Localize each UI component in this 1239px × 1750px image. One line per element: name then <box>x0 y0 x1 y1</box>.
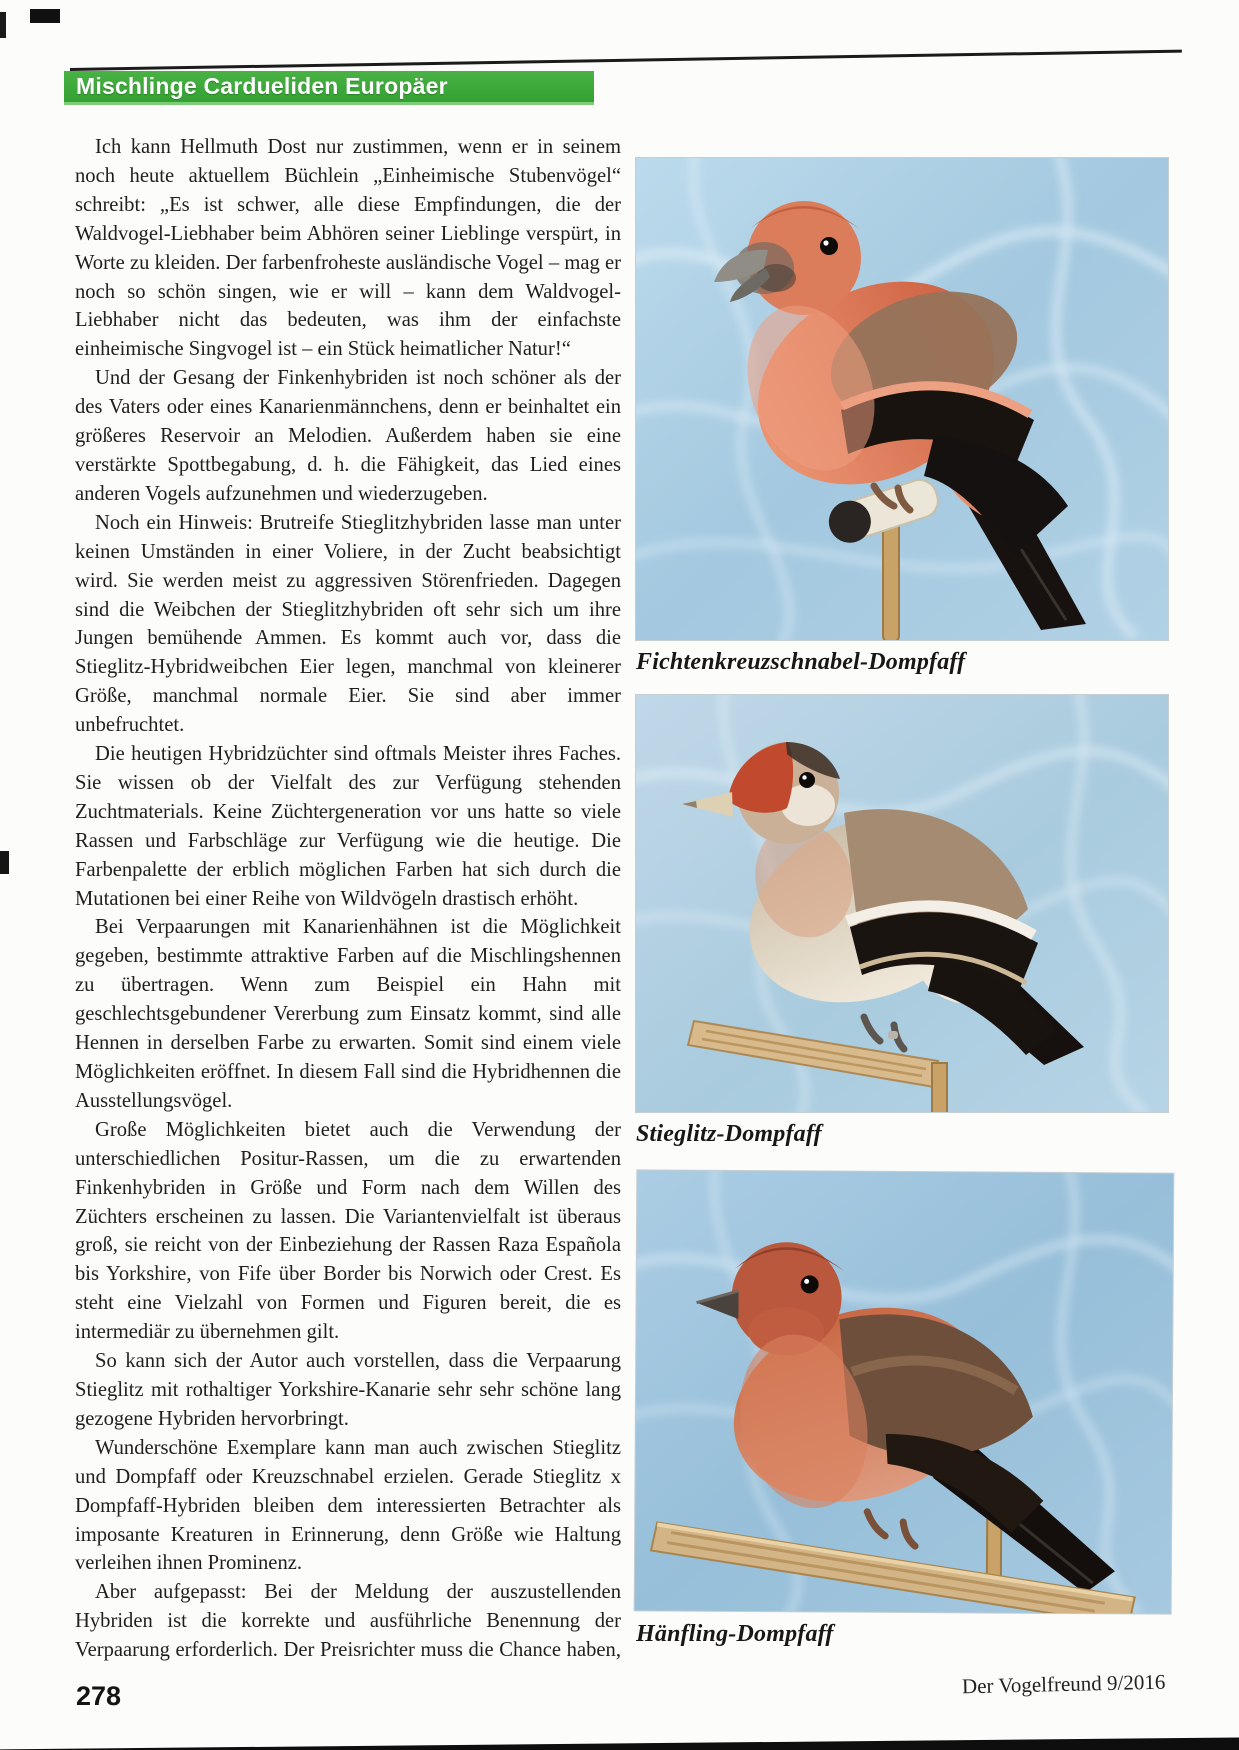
figure-stieglitz-dompfaff <box>636 695 1168 1148</box>
paragraph: Aber aufgepasst: Bei der Meldung der auszustellenden Hybriden ist die korrekte und ausführliche Benennung der Verpaarung erforderlich. Der Preisrichter muss die Chance haben, <box>75 1581 621 1662</box>
bird-photo-3 <box>635 1170 1174 1613</box>
top-horizontal-rule <box>70 50 1182 71</box>
bird-photo-2 <box>636 695 1168 1112</box>
page-number: 278 <box>76 1681 122 1711</box>
figure-fichtenkreuzschnabel-dompfaff <box>636 158 1168 676</box>
figure-caption: Stieglitz-Dompfaff <box>636 1121 822 1147</box>
paragraph: Und der Gesang der Finkenhybriden ist noch schöner als der des Vaters oder eines Kanarienmännchens, denn er beinhaltet ein größeres Reservoir an Melodien. Außerdem haben sie eine verstärkte Spottbegabung, d. h. die Fähigkeit, das Lied eines anderen Vogels aufzunehmen und wiederzugeben. <box>75 367 621 505</box>
figure-caption: Hänfling-Dompfaff <box>636 1621 834 1647</box>
scan-edge-artifact <box>0 1737 1239 1750</box>
scan-mark-top-left <box>30 9 60 23</box>
scan-mark-left-edge <box>0 851 9 874</box>
paragraph: Die heutigen Hybridzüchter sind oftmals Meister ihres Faches. Sie wissen ob der Vielfalt des zur Verfügung stehenden Zuchtmaterials. Keine Züchtergeneration vor uns hatte so viele Rassen und Farbschläge zur Verfügung wie die heutige. Die Farbenpalette der erblich möglichen Farben hat sich durch die Mutationen bei einer Reihe von Wildvögeln drastisch erhöht. <box>75 743 621 910</box>
paragraph: Noch ein Hinweis: Brutreife Stieglitzhybriden lasse man unter keinen Umständen in einer Voliere, in der Zucht beabsichtigt wird. Sie werden meist zu aggressiven Störenfrieden. Dagegen sind die Weibchen der Stieglitzhybriden oft sehr sich um ihre Jungen bemühende Ammen. Es kommt auch vor, dass die Stieglitz-Hybridweibchen Eier legen, manchmal von kleinerer Größe, manchmal normale Eier. Sie sind aber immer unbefruchtet. <box>75 511 621 737</box>
linnet-bullfinch-hybrid-illustration <box>635 1170 1174 1613</box>
figure-haenfling-dompfaff <box>636 1172 1172 1648</box>
paragraph: Große Möglichkeiten bietet auch die Verwendung der unterschiedlichen Positur-Rassen, um die zu erwartenden Finkenhybriden in Größe und Form nach dem Willen des Züchters erscheinen zu lassen. Die Variantenvielfalt ist überaus groß, sie reicht von der Einbeziehung der Rassen Raza Española bis Yorkshire, von Fife über Border bis Norwich oder Crest. Es steht eine Vielzahl von Formen und Figuren bereit, die es intermediär zu übernehmen gilt. <box>75 1118 621 1344</box>
bird-photo-1 <box>636 158 1168 640</box>
figure-caption: Fichtenkreuzschnabel-Dompfaff <box>636 649 966 675</box>
scan-mark-left-top <box>0 12 6 38</box>
journal-issue: Der Vogelfreund 9/2016 <box>961 1669 1166 1699</box>
article-text-column <box>75 133 621 1665</box>
paragraph: Ich kann Hellmuth Dost nur zustimmen, wenn er in seinem noch heute aktuellem Büchlein „Einheimische Stubenvögel“ schreibt: „Es ist schwer, alle diese Empfindungen, die der Waldvogel-Liebhaber beim Abhören seiner Lieblinge verspürt, in Worte zu kleiden. Der farbenfroheste ausländische Vogel – mag er noch so schön singen, wie er will – kann dem Waldvogel-Liebhaber nicht das bedeuten, was ihm der einfachste einheimische Singvogel ist – ein Stück heimatlicher Natur!“ <box>75 136 621 361</box>
section-header-bar <box>64 71 594 105</box>
paragraph: Wunderschöne Exemplare kann man auch zwischen Stieglitz und Dompfaff oder Kreuzschnabel erzielen. Gerade Stieglitz x Dompfaff-Hybriden bleiben dem interessierten Betrachter als imposante Kreaturen in Erinnerung, denn Größe wie Haltung verleihen ihnen Prominenz. <box>75 1436 621 1575</box>
paragraph: Bei Verpaarungen mit Kanarienhähnen ist die Möglichkeit gegeben, bestimmte attraktive Farben auf die Mischlingshennen zu übertragen. Wenn zum Beispiel ein Hahn mit geschlechtsgebundener Vererbung zum Einsatz kommt, sind alle Hennen in derselben Farbe zu erwarten. Somit sind einem viele Möglichkeiten eröffnet. In diesem Fall sind die Hybridhennen die Ausstellungsvögel. <box>75 916 621 1112</box>
paragraph: So kann sich der Autor auch vorstellen, dass die Verpaarung Stieglitz mit rothaltiger Yorkshire-Kanarie sehr sehr schöne lang gezogene Hybriden hervorbringt. <box>75 1350 621 1430</box>
section-title: Mischlinge Cardueliden Europäer <box>76 73 448 99</box>
crossbill-bullfinch-hybrid-illustration <box>636 158 1168 640</box>
goldfinch-bullfinch-hybrid-illustration <box>636 695 1168 1112</box>
